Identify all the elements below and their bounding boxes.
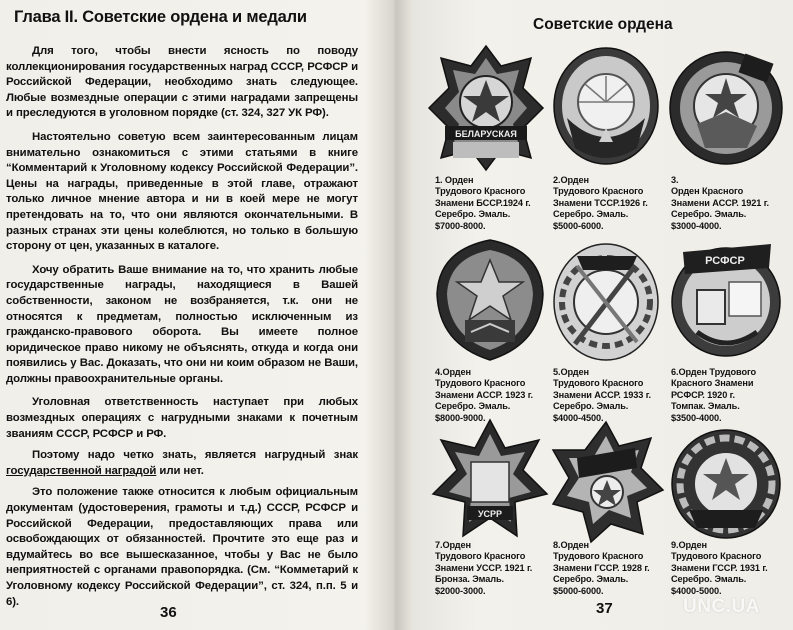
order-1-line-4: Серебро. Эмаль. — [435, 209, 511, 220]
order-7-line-4: Бронза. Эмаль. — [435, 574, 504, 585]
order-7-line-1: 7.Орден — [435, 540, 471, 550]
order-4-line-2: Трудового Красного — [435, 378, 526, 389]
order-5-line-1: 5.Орден — [553, 367, 589, 377]
order-4-line-3: Знамени АССР. 1923 г. — [435, 389, 533, 400]
order-4-line-5: $8000-9000. — [435, 412, 486, 423]
order-5-line-3: Знамени АССР. 1933 г. — [553, 389, 651, 400]
order-badge-image-3 — [667, 44, 785, 172]
order-3-line-1: 3. — [671, 175, 679, 185]
chapter-title: Глава II. Советские ордена и медали — [14, 8, 307, 26]
left-page — [0, 0, 390, 630]
order-9-line-5: $4000-5000. — [671, 585, 722, 596]
order-4-line-4: Серебро. Эмаль. — [435, 401, 511, 412]
order-2-line-5: $5000-6000. — [553, 220, 604, 231]
order-badge-image-1 — [427, 44, 545, 172]
order-7-line-5: $2000-3000. — [435, 585, 486, 596]
order-caption-4 — [435, 367, 533, 424]
orders-grid — [405, 0, 793, 630]
order-caption-2 — [553, 175, 648, 232]
order-caption-9 — [671, 540, 768, 597]
order-1-line-3: Знамени БССР.1924 г. — [435, 197, 531, 208]
paragraph-2: Настоятельно советую всем заинтересованным лицам внимательно ознакомиться с этими статьями в книге “Комментарий к Уголовному кодексу Российской Федерации”. Цены на награды, приведенные в этой главе, отражают только личное мнение автора и ни в коей мере не могут претендовать на то, что они являются окончательными. В разных странах эти цены колеблются, но только в большую сторону от цен, указанных в каталоге. — [6, 130, 358, 253]
order-9-line-2: Трудового Красного — [671, 551, 762, 562]
order-6-line-4: Томпак. Эмаль. — [671, 401, 740, 412]
order-8-line-4: Серебро. Эмаль. — [553, 574, 629, 585]
order-2-line-2: Трудового Красного — [553, 186, 644, 197]
order-1-line-5: $7000-8000. — [435, 220, 486, 231]
order-badge-image-6 — [667, 236, 785, 364]
order-4-line-1: 4.Орден — [435, 367, 471, 377]
badge-1-ribbon-text: БЕЛАРУСКАЯ — [455, 129, 517, 139]
order-3-line-5: $3000-4000. — [671, 220, 722, 231]
order-1-line-2: Трудового Красного — [435, 186, 526, 197]
paragraph-1: Для того, чтобы внести ясность по поводу коллекционирования государственных наград СССР, РСФСР и Российской Федерации, необходимо знать следующее. Любые возмездные операции с этими наградами запрещены и преследуются в уголовном порядке (ст. 324, 327 УК РФ). — [6, 45, 358, 120]
paragraph-4: Уголовная ответственность наступает при любых возмездных операциях с нагрудными знаками к почетным званиям СССР, РСФСР и РФ. — [6, 396, 358, 440]
order-6-line-5: $3500-4000. — [671, 412, 722, 423]
paragraph-3: Хочу обратить Ваше внимание на то, что хранить любые государственные награды, находящиеся в Вашей собственности, законом не возбраняется, т.к. они не относятся к предметам, полностью исключенным из гражданско-правового оборота. Вы имеете полное юридическое право никому не объяснять, откуда и когда они появились у Вас. Доказать, что они ни коим образом не Ваши, должны правоохранительные органы. — [6, 263, 358, 385]
order-badge-image-8 — [547, 418, 665, 546]
order-2-line-4: Серебро. Эмаль. — [553, 209, 629, 220]
page-number-left: 36 — [160, 604, 177, 621]
order-2-line-3: Знамени ТССР.1926 г. — [553, 197, 648, 208]
order-6-line-1: 6.Орден Трудового — [671, 367, 757, 377]
order-8-line-2: Трудового Красного — [553, 551, 644, 562]
badge-6-banner-text: РСФСР — [705, 255, 745, 267]
order-9-line-4: Серебро. Эмаль. — [671, 574, 747, 585]
watermark-logo: UNC.UA — [683, 596, 760, 617]
body-text — [6, 44, 358, 618]
page-number-right: 37 — [596, 600, 613, 617]
order-3-line-2: Орден Красного — [671, 186, 744, 197]
right-page — [405, 0, 793, 630]
order-badge-image-2 — [547, 44, 665, 172]
order-caption-7 — [435, 540, 532, 597]
order-8-line-3: Знамени ГССР. 1928 г. — [553, 562, 650, 573]
underlined-phrase: государственной наградой — [6, 464, 157, 477]
order-9-line-1: 9.Орден — [671, 540, 707, 550]
paragraph-6: Это положение также относится к любым официальным документам (удостоверения, грамоты и т.д.) СССР, РСФСР и Российской Федерации, предоставляющих права или освобождающих от обязанностей. Прочтите это еще раз и вдумайтесь во все вышесказанное, чтобы у Вас не было неприятностей с органами правопорядка. (См. “Комметарий к Уголовному кодексу Российской Федерации”, ст. 324, п.п. 5 и 6). — [6, 486, 358, 608]
orders-title: Советские ордена — [533, 16, 673, 33]
order-badge-image-4 — [431, 236, 549, 364]
order-7-line-3: Знамени УССР. 1921 г. — [435, 562, 533, 573]
paragraph-5-after: или нет. — [159, 464, 204, 477]
order-3-line-4: Серебро. Эмаль. — [671, 209, 747, 220]
order-2-line-1: 2.Орден — [553, 175, 589, 185]
order-caption-5 — [553, 367, 651, 424]
order-caption-8 — [553, 540, 650, 597]
order-badge-image-9 — [667, 418, 785, 546]
order-1-line-1: 1. Орден — [435, 175, 474, 185]
paragraph-5-before: Поэтому надо четко знать, является нагрудный знак — [32, 449, 358, 462]
order-caption-1 — [435, 175, 531, 232]
order-badge-image-5 — [547, 236, 665, 364]
paragraph-5 — [6, 448, 358, 479]
order-3-line-3: Знамени АССР. 1921 г. — [671, 197, 769, 208]
order-badge-image-7 — [431, 418, 549, 546]
order-5-line-4: Серебро. Эмаль. — [553, 401, 629, 412]
order-5-line-5: $4000-4500. — [553, 412, 604, 423]
order-9-line-3: Знамени ГССР. 1931 г. — [671, 562, 768, 573]
order-5-line-2: Трудового Красного — [553, 378, 644, 389]
order-8-line-5: $5000-6000. — [553, 585, 604, 596]
order-caption-3 — [671, 175, 769, 232]
order-caption-6 — [671, 367, 756, 424]
badge-7-ribbon-text: УСРР — [477, 509, 503, 519]
order-8-line-1: 8.Орден — [553, 540, 589, 550]
order-7-line-2: Трудового Красного — [435, 551, 526, 562]
order-6-line-3: РСФСР. 1920 г. — [671, 389, 735, 400]
order-6-line-2: Красного Знамени — [671, 378, 754, 389]
